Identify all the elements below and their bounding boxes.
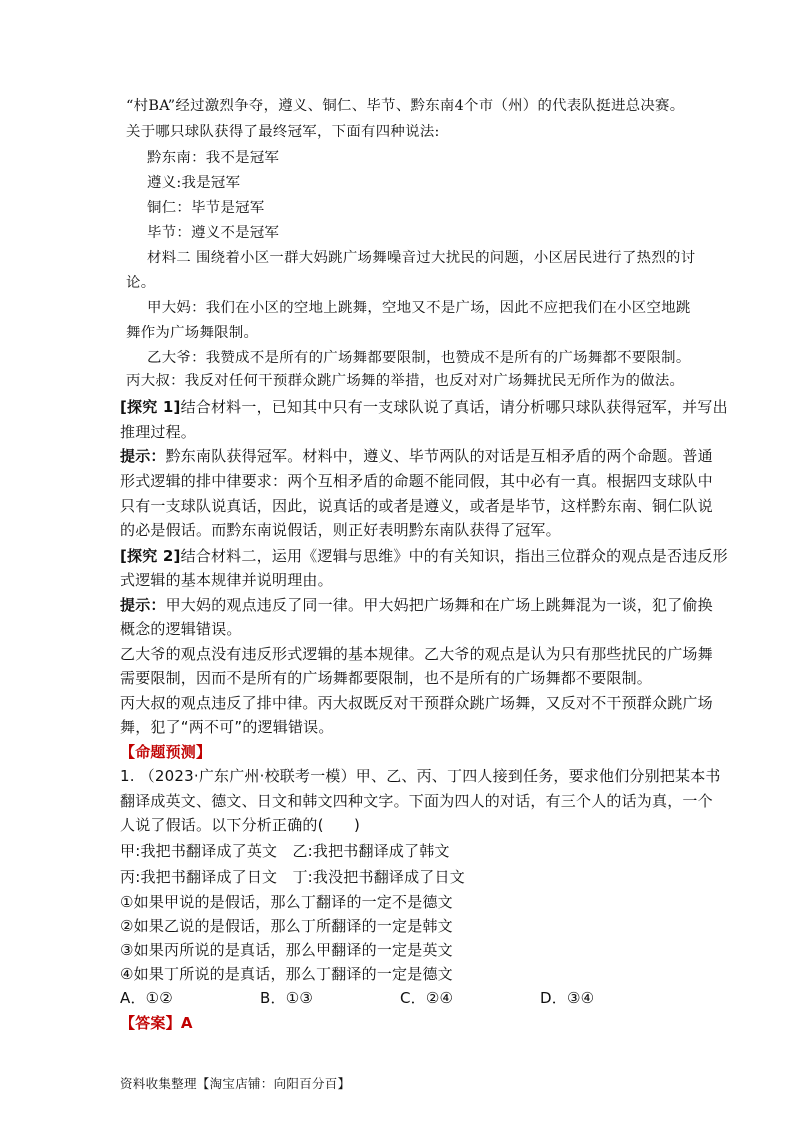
explore2-hint-label: 提示： — [120, 596, 166, 614]
answer-label: 【答案】 — [120, 1014, 181, 1032]
option-b: B．①③ — [260, 989, 313, 1007]
explore2-label: [探究 2] — [120, 547, 181, 565]
explore2-hint-line6: 舞，犯了“两不可”的逻辑错误。 — [120, 718, 334, 736]
question-line2: 翻译成英文、德文、日文和韩文四种文字。下面为四人的对话，有三个人的话为真，一个 — [120, 792, 713, 810]
explore2-hint-text: 甲大妈的观点违反了同一律。甲大妈把广场舞和在广场上跳舞混为一谈，犯了偷换 — [165, 596, 713, 614]
yi-statement: 乙大爷：我赞成不是所有的广场舞都要限制，也赞成不是所有的广场舞都不要限制。 — [147, 350, 691, 366]
explore2-hint-line3: 乙大爷的观点没有违反形式逻辑的基本规律。乙大爷的观点是认为只有那些扰民的广场舞 — [120, 645, 713, 663]
statement-bijie: 毕节：遵义不是冠军 — [147, 225, 280, 241]
explore2-hint-line5: 丙大叔的观点违反了排中律。丙大叔既反对干预群众跳广场舞，又反对不干预群众跳广场 — [120, 694, 713, 712]
statement-tongren: 铜仁：毕节是冠军 — [147, 200, 265, 216]
explore1-hint-line1 — [120, 446, 713, 466]
material1-intro-line1: “村BA”经过激烈争夺，遵义、铜仁、毕节、黔东南4个市（州）的代表队挺进总决赛。 — [126, 98, 685, 114]
prediction-heading: 【命题预测】 — [120, 743, 212, 761]
option-c: C．②④ — [400, 989, 454, 1007]
answer-value: A — [180, 1014, 193, 1032]
explore2-hint-line4: 需要限制，因而不是所有的广场舞都要限制，也不是所有的广场舞都不要限制。 — [120, 669, 653, 687]
explore1-hint-line4: 的必是假话。而黔东南说假话，则正好表明黔东南队获得了冠军。 — [120, 521, 561, 539]
page-footer: 资料收集整理【淘宝店铺：向阳百分百】 — [120, 1076, 351, 1091]
explore1-hint-label: 提示： — [120, 447, 166, 465]
answer-line — [120, 1013, 193, 1033]
explore2-question-text: 结合材料二，运用《逻辑与思维》中的有关知识，指出三位群众的观点是否违反形 — [180, 547, 728, 565]
option-a: A．①② — [120, 989, 173, 1007]
explore2-hint-line2: 概念的逻辑错误。 — [120, 620, 242, 638]
explore1-hint-line2: 形式逻辑的排中律要求：两个互相矛盾的命题不能同假，其中必有一真。根据四支球队中 — [120, 472, 713, 490]
statement-zunyi: 遵义:我是冠军 — [147, 175, 241, 191]
explore1-label: [探究 1] — [120, 398, 181, 416]
analysis-item-2: ②如果乙说的是假话，那么丁所翻译的一定是韩文 — [120, 917, 453, 935]
analysis-item-3: ③如果丙所说的是真话，那么甲翻译的一定是英文 — [120, 941, 453, 959]
explore1-hint-text: 黔东南队获得冠军。材料中，遵义、毕节两队的对话是互相矛盾的两个命题。普通 — [165, 447, 713, 465]
jia-statement-line1: 甲大妈：我们在小区的空地上跳舞，空地又不是广场，因此不应把我们在小区空地跳 — [147, 300, 691, 316]
statement-qiandongnan: 黔东南：我不是冠军 — [147, 150, 280, 166]
material2-intro-line1: 材料二 围绕着小区一群大妈跳广场舞噪音过大扰民的问题，小区居民进行了热烈的讨 — [147, 250, 696, 266]
explore1-question-line1 — [120, 397, 728, 417]
question-line3: 人说了假话。以下分析正确的( ) — [120, 816, 361, 834]
question-line1: 1. （2023·广东广州·校联考一模）甲、乙、丙、丁四人接到任务，要求他们分别把某本书 — [120, 767, 721, 785]
explore2-hint-line1 — [120, 595, 713, 615]
dialog-line2: 丙:我把书翻译成了日文 丁:我没把书翻译成了日文 — [120, 868, 465, 886]
option-d: D．③④ — [540, 989, 595, 1007]
dialog-line1: 甲:我把书翻译成了英文 乙:我把书翻译成了韩文 — [120, 842, 450, 860]
analysis-item-1: ①如果甲说的是假话，那么丁翻译的一定不是德文 — [120, 893, 453, 911]
bing-statement: 丙大叔：我反对任何干预群众跳广场舞的举措，也反对对广场舞扰民无所作为的做法。 — [126, 373, 685, 389]
explore1-hint-line3: 只有一支球队说真话，因此，说真话的或者是遵义，或者是毕节，这样黔东南、铜仁队说 — [120, 497, 713, 515]
explore2-question-line1 — [120, 546, 728, 566]
explore1-question-text: 结合材料一，已知其中只有一支球队说了真话，请分析哪只球队获得冠军，并写出 — [180, 398, 728, 416]
analysis-item-4: ④如果丁所说的是真话，那么丁翻译的一定是德文 — [120, 965, 453, 983]
jia-statement-line2: 舞作为广场舞限制。 — [126, 325, 259, 341]
material2-intro-line2: 论。 — [126, 275, 156, 291]
explore2-question-line2: 式逻辑的基本规律并说明理由。 — [120, 571, 333, 589]
explore1-question-line2: 推理过程。 — [120, 423, 197, 441]
material1-intro-line2: 关于哪只球队获得了最终冠军，下面有四种说法: — [126, 124, 440, 140]
